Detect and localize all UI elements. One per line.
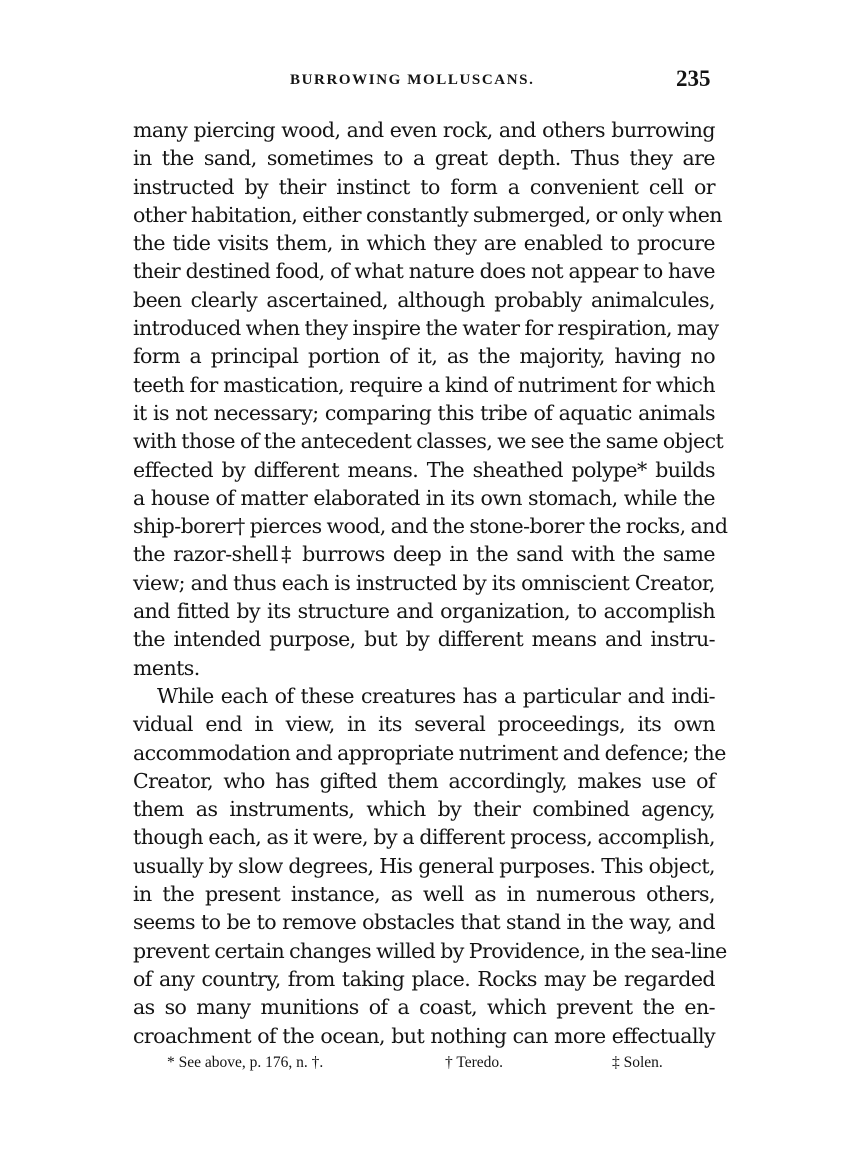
text-line: form a principal portion of it, as the majority, having no [133,344,715,369]
text-line: and fitted by its structure and organization, to accomplish [133,599,715,624]
text-line: the intended purpose, but by different means and instru- [133,627,715,652]
text-line: in the sand, sometimes to a great depth. Thus they are [133,146,715,171]
text-line: While each of these creatures has a particular and indi- [157,683,715,708]
text-line: them as instruments, which by their combined agency, [133,797,715,822]
text-line: the tide visits them, in which they are enabled to procure [133,231,715,256]
text-line: croachment of the ocean, but nothing can more effectually [133,1023,715,1048]
running-title: BURROWING MOLLUSCANS. [290,72,535,88]
text-line: their destined food, of what nature does not appear to have [133,259,715,284]
text-line: usually by slow degrees, His general purposes. This object, [133,853,715,878]
text-line: effected by different means. The sheathed polype* builds [133,457,715,482]
text-line: ments. [133,655,200,680]
footnote: † Teredo. [445,1054,504,1071]
text-line: as so many munitions of a coast, which prevent the en- [133,995,715,1020]
text-line: of any country, from taking place. Rocks may be regarded [133,966,715,991]
text-line: Creator, who has gifted them accordingly, makes use of [133,768,715,793]
text-line: with those of the antecedent classes, we see the same object [133,429,724,454]
text-line: it is not necessary; comparing this tribe of aquatic animals [133,400,715,425]
text-line: the razor-shell‡ burrows deep in the sand with the same [133,542,715,567]
text-line: other habitation, either constantly submerged, or only when [133,202,722,227]
footnotes [167,1054,687,1078]
text-line: vidual end in view, in its several proceedings, its own [133,712,715,737]
text-line: in the present instance, as well as in numerous others, [133,882,715,907]
text-line: introduced when they inspire the water for respiration, may [133,316,719,341]
text-line: seems to be to remove obstacles that stand in the way, and [133,910,715,935]
text-line: a house of matter elaborated in its own stomach, while the [133,485,715,510]
footnote: * See above, p. 176, n. †. [167,1054,324,1071]
text-line: been clearly ascertained, although probably animalcules, [133,287,715,312]
text-line: accommodation and appropriate nutriment and defence; the [133,740,726,765]
text-line: prevent certain changes willed by Providence, in the sea-line [133,938,727,963]
text-line: ship-borer† pierces wood, and the stone-borer the rocks, and [133,514,728,539]
page-number: 235 [676,66,711,91]
body-text [133,116,728,1050]
text-line: view; and thus each is instructed by its omniscient Creator, [133,570,715,595]
text-line: instructed by their instinct to form a convenient cell or [133,174,715,199]
text-line: many piercing wood, and even rock, and others burrowing [133,118,715,142]
footnote: ‡ Solen. [612,1054,663,1071]
text-line: teeth for mastication, require a kind of nutriment for which [133,372,715,397]
text-line: though each, as it were, by a different process, accomplish, [133,825,715,850]
